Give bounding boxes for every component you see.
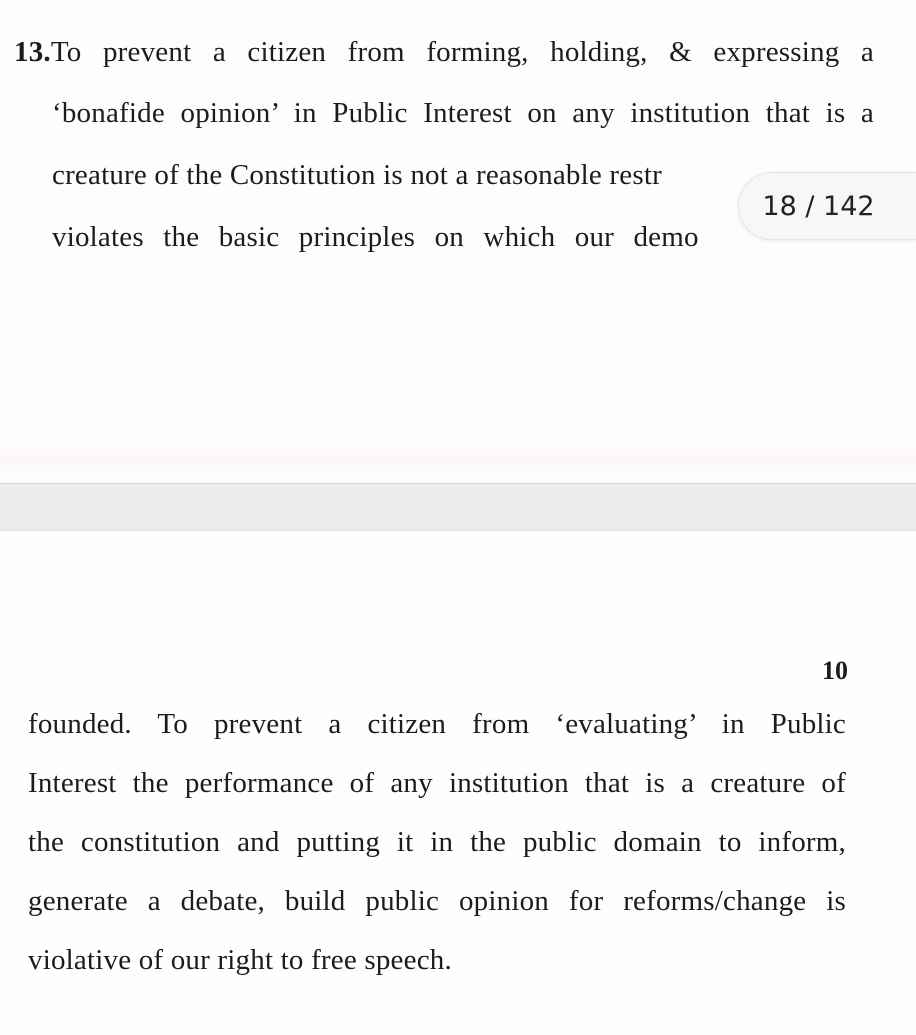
page-indicator-pill[interactable]: 18 / 142 xyxy=(738,172,916,240)
body-line-5: violative of our right to free speech. xyxy=(28,944,452,976)
body-line-1: founded. To prevent a citizen from ‘evaluating’ in Public xyxy=(28,708,846,740)
scan-smudge xyxy=(0,440,916,480)
page-separator xyxy=(0,483,916,531)
paragraph-line-1 xyxy=(14,34,874,70)
paragraph-line-2: ‘bonafide opinion’ in Public Interest on any institution that is a xyxy=(52,97,874,129)
body-line-4: generate a debate, build public opinion for reforms/change is xyxy=(28,885,846,917)
document-page-top xyxy=(0,0,916,483)
paragraph-number: 13. xyxy=(14,36,51,68)
paragraph-line-1-text: To prevent a citizen from forming, holding, & expressing a xyxy=(50,36,874,68)
paragraph-line-4: violates the basic principles on which our demo xyxy=(52,221,699,253)
paragraph-line-3: creature of the Constitution is not a reasonable restr xyxy=(52,159,662,191)
body-line-3: the constitution and putting it in the public domain to inform, xyxy=(28,826,846,858)
body-line-2: Interest the performance of any institution that is a creature of xyxy=(28,767,846,799)
page-number: 10 xyxy=(822,656,848,685)
